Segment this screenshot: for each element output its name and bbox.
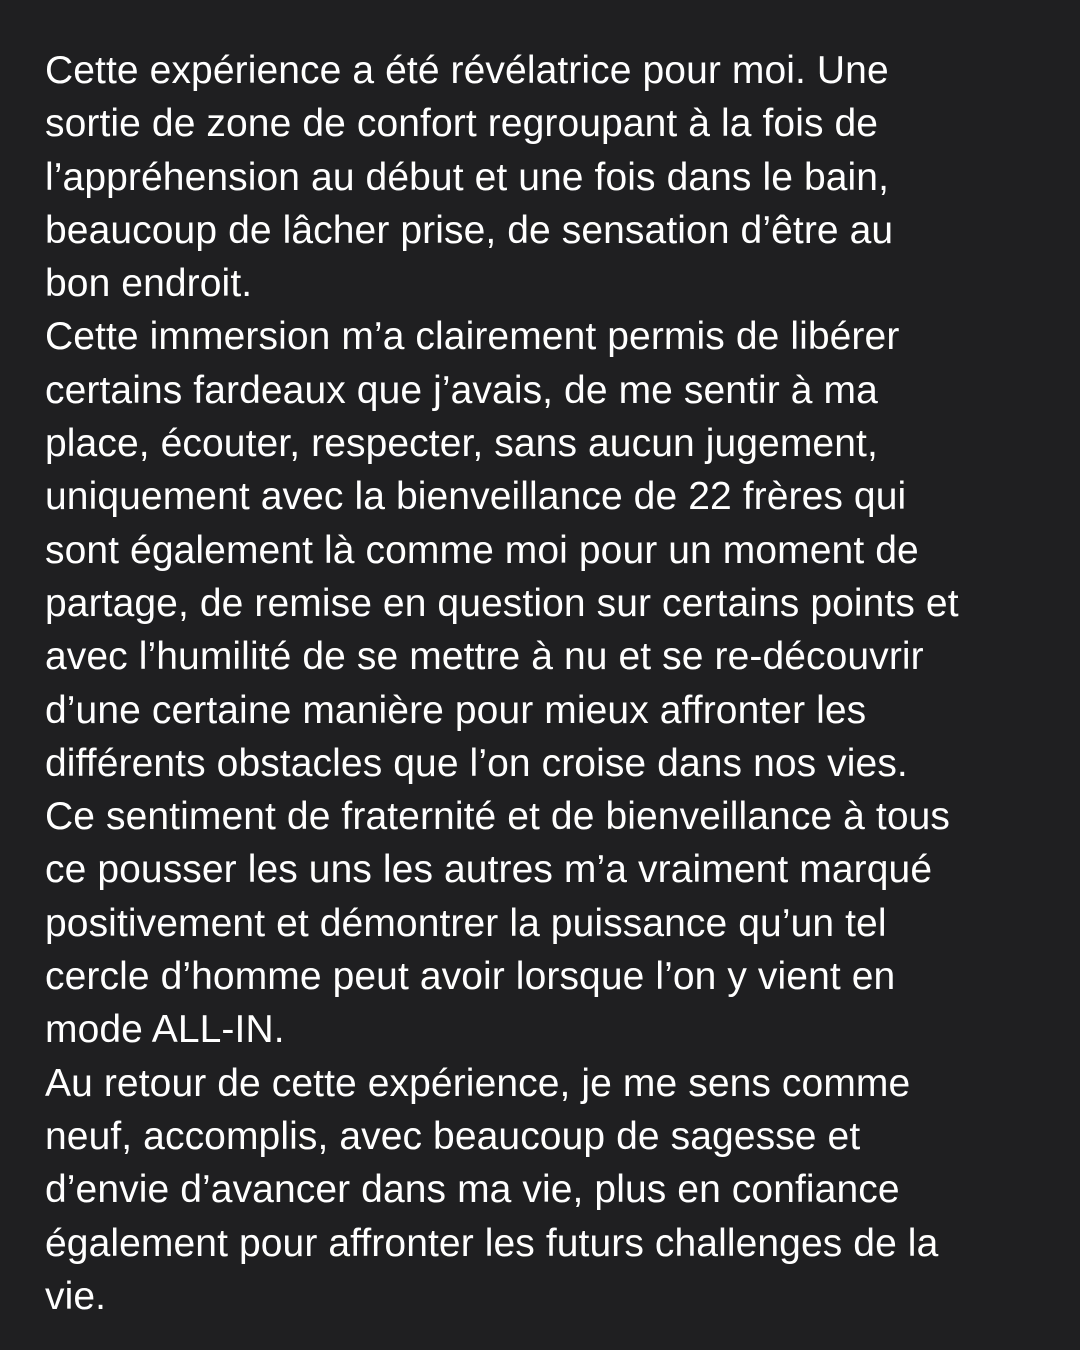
text-line-20: Au retour de cette expérience, je me sens comme — [45, 1061, 911, 1105]
text-line-24: vie. — [45, 1274, 107, 1318]
text-line-14: différents obstacles que l’on croise dans nos vies. — [45, 741, 908, 785]
text-line-15: Ce sentiment de fraternité et de bienveillance à tous — [45, 795, 951, 839]
text-line-5: bon endroit. — [45, 262, 253, 306]
text-line-1: Cette expérience a été révélatrice pour moi. Une — [45, 49, 889, 92]
text-line-13: d’une certaine manière pour mieux affronter les — [45, 688, 867, 732]
text-line-3: l’appréhension au début et une fois dans le bain, — [45, 155, 890, 199]
text-line-4: beaucoup de lâcher prise, de sensation d’être au — [45, 208, 894, 252]
text-line-19: mode ALL-IN. — [45, 1008, 285, 1052]
text-line-21: neuf, accomplis, avec beaucoup de sagesse et — [45, 1114, 861, 1158]
text-line-6: Cette immersion m’a clairement permis de libérer — [45, 315, 900, 359]
text-line-18: cercle d’homme peut avoir lorsque l’on y vient en — [45, 955, 896, 999]
text-line-23: également pour affronter les futurs challenges de la — [45, 1221, 939, 1265]
text-line-16: ce pousser les uns les autres m’a vraiment marqué — [45, 848, 933, 892]
text-line-17: positivement et démontrer la puissance qu’un tel — [45, 901, 887, 945]
text-line-12: avec l’humilité de se mettre à nu et se re-découvrir — [45, 635, 924, 679]
text-line-22: d’envie d’avancer dans ma vie, plus en confiance — [45, 1168, 900, 1212]
text-line-8: place, écouter, respecter, sans aucun jugement, — [45, 422, 878, 466]
text-line-10: sont également là comme moi pour un moment de — [45, 528, 919, 572]
text-line-11: partage, de remise en question sur certains points et — [45, 581, 959, 625]
text-line-7: certains fardeaux que j’avais, de me sentir à ma — [45, 368, 878, 412]
text-line-9: uniquement avec la bienveillance de 22 frères qui — [45, 475, 907, 519]
text-line-2: sortie de zone de confort regroupant à la fois de — [45, 102, 879, 146]
testimonial-text — [45, 44, 1050, 1323]
